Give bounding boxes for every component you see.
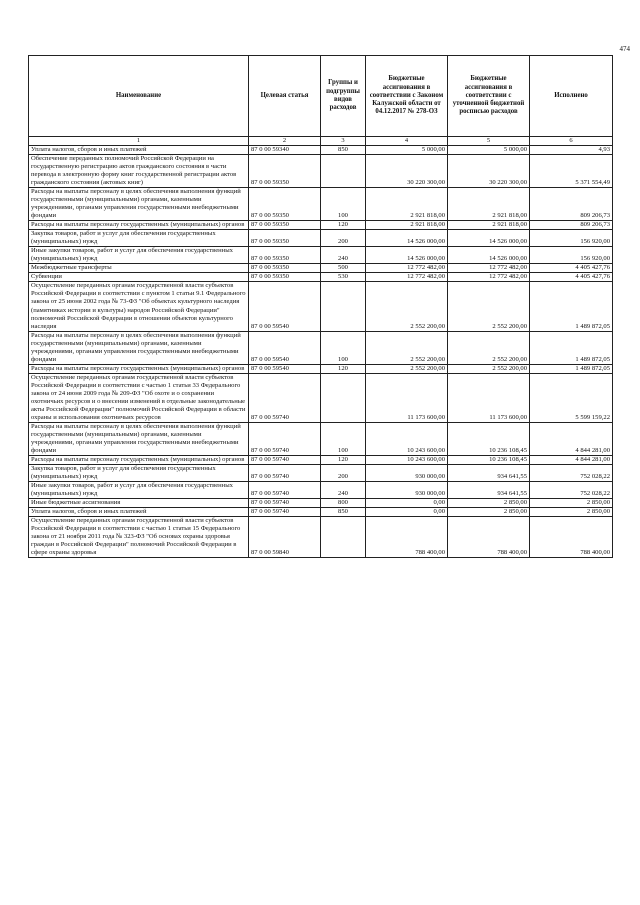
row-executed: 752 028,22 — [530, 482, 613, 499]
header-refined-allocation: Бюджетные ассигнования в соответствии с уточненной бюджетной росписью расходов — [448, 56, 530, 137]
row-target-article: 87 0 00 59350 — [249, 247, 321, 264]
row-target-article: 87 0 00 59540 — [249, 364, 321, 373]
row-executed: 4 405 427,76 — [530, 264, 613, 273]
row-executed: 156 920,00 — [530, 247, 613, 264]
table-row — [29, 188, 613, 221]
table-row — [29, 456, 613, 465]
table-row — [29, 247, 613, 264]
row-target-article: 87 0 00 59350 — [249, 188, 321, 221]
table-row — [29, 273, 613, 282]
row-executed: 4 844 281,00 — [530, 422, 613, 455]
column-number: 4 — [366, 137, 448, 146]
row-target-article: 87 0 00 59740 — [249, 373, 321, 422]
row-name: Уплата налогов, сборов и иных платежей — [29, 145, 249, 154]
header-target-article: Целевая статья — [249, 56, 321, 137]
row-refined-allocation: 12 772 482,00 — [448, 264, 530, 273]
column-number: 6 — [530, 137, 613, 146]
row-expense-group: 850 — [321, 508, 366, 517]
row-target-article: 87 0 00 59350 — [249, 264, 321, 273]
row-executed: 2 850,00 — [530, 508, 613, 517]
row-name: Закупка товаров, работ и услуг для обеспечения государственных (муниципальных) нужд — [29, 230, 249, 247]
row-expense-group: 120 — [321, 221, 366, 230]
row-law-allocation: 2 552 200,00 — [366, 331, 448, 364]
row-law-allocation: 0,00 — [366, 499, 448, 508]
row-law-allocation: 14 526 000,00 — [366, 247, 448, 264]
table-row — [29, 264, 613, 273]
row-name: Расходы на выплаты персоналу государственных (муниципальных) органов — [29, 364, 249, 373]
budget-table — [28, 55, 613, 558]
table-row — [29, 145, 613, 154]
table-row — [29, 499, 613, 508]
table-row — [29, 373, 613, 422]
row-expense-group: 800 — [321, 499, 366, 508]
row-law-allocation: 11 173 600,00 — [366, 373, 448, 422]
row-law-allocation: 930 000,00 — [366, 465, 448, 482]
row-name: Расходы на выплаты персоналу государственных (муниципальных) органов — [29, 456, 249, 465]
row-expense-group: 120 — [321, 364, 366, 373]
row-law-allocation: 2 921 818,00 — [366, 221, 448, 230]
column-number: 5 — [448, 137, 530, 146]
row-refined-allocation: 2 850,00 — [448, 499, 530, 508]
header-row — [29, 56, 613, 137]
table-row — [29, 282, 613, 331]
row-name: Осуществление переданных органам государственной власти субъектов Российской Федерации в соответствии с частью 1 статьи 15 Федерального закона от 21 ноября 2011 года № 323-ФЗ "Об основах охраны здоровья граждан в Российской Федерации" полномочий Российской Федерации в сфере охраны здоровья — [29, 517, 249, 558]
page-number: 474 — [619, 45, 630, 53]
row-name: Межбюджетные трансферты — [29, 264, 249, 273]
row-refined-allocation: 2 921 818,00 — [448, 188, 530, 221]
row-refined-allocation: 12 772 482,00 — [448, 273, 530, 282]
row-refined-allocation: 10 236 108,45 — [448, 422, 530, 455]
row-executed: 156 920,00 — [530, 230, 613, 247]
table-row — [29, 517, 613, 558]
row-law-allocation: 2 552 200,00 — [366, 282, 448, 331]
row-name: Расходы на выплаты персоналу государственных (муниципальных) органов — [29, 221, 249, 230]
row-law-allocation: 10 243 600,00 — [366, 456, 448, 465]
row-target-article: 87 0 00 59350 — [249, 273, 321, 282]
table-row — [29, 221, 613, 230]
table-row — [29, 331, 613, 364]
row-expense-group: 200 — [321, 465, 366, 482]
row-law-allocation: 30 220 300,00 — [366, 154, 448, 187]
row-name: Уплата налогов, сборов и иных платежей — [29, 508, 249, 517]
row-executed: 1 489 872,05 — [530, 331, 613, 364]
row-target-article: 87 0 00 59740 — [249, 482, 321, 499]
table-row — [29, 422, 613, 455]
row-refined-allocation: 30 220 300,00 — [448, 154, 530, 187]
row-expense-group — [321, 373, 366, 422]
row-refined-allocation: 934 641,55 — [448, 465, 530, 482]
row-refined-allocation: 2 850,00 — [448, 508, 530, 517]
column-number-row — [29, 137, 613, 146]
row-target-article: 87 0 00 59350 — [249, 230, 321, 247]
row-executed: 4 405 427,76 — [530, 273, 613, 282]
row-name: Субвенции — [29, 273, 249, 282]
row-name: Иные бюджетные ассигнования — [29, 499, 249, 508]
row-target-article: 87 0 00 59350 — [249, 221, 321, 230]
table-row — [29, 154, 613, 187]
row-executed: 4 844 281,00 — [530, 456, 613, 465]
table-row — [29, 508, 613, 517]
row-expense-group: 100 — [321, 188, 366, 221]
table-row — [29, 230, 613, 247]
row-law-allocation: 5 000,00 — [366, 145, 448, 154]
row-name: Иные закупки товаров, работ и услуг для обеспечения государственных (муниципальных) нужд — [29, 482, 249, 499]
row-expense-group: 120 — [321, 456, 366, 465]
row-name: Осуществление переданных органам государственной власти субъектов Российской Федерации в соответствии с пунктом 1 статьи 9.1 Федерального закона от 25 июня 2002 года № 73-ФЗ "Об объектах культурного наследия (памятниках истории и культуры) народов Российской Федерации" полномочий Российской Федерации в отношении объектов культурного наследия — [29, 282, 249, 331]
row-refined-allocation: 934 641,55 — [448, 482, 530, 499]
row-law-allocation: 0,00 — [366, 508, 448, 517]
row-expense-group: 240 — [321, 482, 366, 499]
row-executed: 752 028,22 — [530, 465, 613, 482]
row-expense-group: 530 — [321, 273, 366, 282]
row-law-allocation: 10 243 600,00 — [366, 422, 448, 455]
column-number: 1 — [29, 137, 249, 146]
row-name: Иные закупки товаров, работ и услуг для обеспечения государственных (муниципальных) нужд — [29, 247, 249, 264]
row-expense-group: 100 — [321, 422, 366, 455]
row-expense-group — [321, 154, 366, 187]
header-executed: Исполнено — [530, 56, 613, 137]
row-expense-group — [321, 517, 366, 558]
row-name: Расходы на выплаты персоналу в целях обеспечения выполнения функций государственными (муниципальными) органами, казенными учреждениями, органами управления государственными внебюджетными фондами — [29, 422, 249, 455]
row-target-article: 87 0 00 59350 — [249, 154, 321, 187]
row-refined-allocation: 2 552 200,00 — [448, 331, 530, 364]
table-row — [29, 364, 613, 373]
row-executed: 4,93 — [530, 145, 613, 154]
row-target-article: 87 0 00 59540 — [249, 282, 321, 331]
row-executed: 1 489 872,05 — [530, 282, 613, 331]
row-law-allocation: 14 526 000,00 — [366, 230, 448, 247]
column-number: 2 — [249, 137, 321, 146]
row-refined-allocation: 2 921 818,00 — [448, 221, 530, 230]
row-law-allocation: 12 772 482,00 — [366, 264, 448, 273]
row-expense-group: 200 — [321, 230, 366, 247]
row-expense-group: 850 — [321, 145, 366, 154]
row-executed: 5 599 159,22 — [530, 373, 613, 422]
row-executed: 5 371 554,49 — [530, 154, 613, 187]
row-target-article: 87 0 00 59740 — [249, 422, 321, 455]
row-target-article: 87 0 00 59840 — [249, 517, 321, 558]
table-row — [29, 482, 613, 499]
row-refined-allocation: 2 552 200,00 — [448, 364, 530, 373]
row-expense-group: 500 — [321, 264, 366, 273]
row-law-allocation: 930 000,00 — [366, 482, 448, 499]
row-executed: 809 206,73 — [530, 221, 613, 230]
row-target-article: 87 0 00 59740 — [249, 499, 321, 508]
row-name: Осуществление переданных органам государственной власти субъектов Российской Федерации в соответствии с частью 1 статьи 33 Федерального закона от 24 июня 2009 года № 209-ФЗ "Об охоте и о сохранении охотничьих ресурсов и о внесении изменений в отдельные законодательные акты Российской Федерации" полномочий Российской Федерации в области охраны и использования охотничьих ресурсов — [29, 373, 249, 422]
row-law-allocation: 788 400,00 — [366, 517, 448, 558]
row-name: Закупка товаров, работ и услуг для обеспечения государственных (муниципальных) нужд — [29, 465, 249, 482]
row-executed: 788 400,00 — [530, 517, 613, 558]
row-refined-allocation: 788 400,00 — [448, 517, 530, 558]
table-row — [29, 465, 613, 482]
row-refined-allocation: 2 552 200,00 — [448, 282, 530, 331]
row-expense-group: 240 — [321, 247, 366, 264]
table-body — [29, 145, 613, 558]
header-expense-group: Группы и подгруппы видов расходов — [321, 56, 366, 137]
row-refined-allocation: 14 526 000,00 — [448, 247, 530, 264]
row-name: Расходы на выплаты персоналу в целях обеспечения выполнения функций государственными (муниципальными) органами, казенными учреждениями, органами управления государственными внебюджетными фондами — [29, 188, 249, 221]
header-name: Наименование — [29, 56, 249, 137]
row-refined-allocation: 5 000,00 — [448, 145, 530, 154]
row-name: Расходы на выплаты персоналу в целях обеспечения выполнения функций государственными (муниципальными) органами, казенными учреждениями, органами управления государственными внебюджетными фондами — [29, 331, 249, 364]
row-expense-group: 100 — [321, 331, 366, 364]
row-refined-allocation: 11 173 600,00 — [448, 373, 530, 422]
row-target-article: 87 0 00 59740 — [249, 465, 321, 482]
row-target-article: 87 0 00 59740 — [249, 456, 321, 465]
row-expense-group — [321, 282, 366, 331]
row-target-article: 87 0 00 59340 — [249, 145, 321, 154]
row-refined-allocation: 14 526 000,00 — [448, 230, 530, 247]
row-law-allocation: 12 772 482,00 — [366, 273, 448, 282]
row-name: Обеспечение переданных полномочий Российской Федерации на государственную регистрацию актов гражданского состояния в части перевода в электронную форму книг государственной регистрации актов гражданского состояния (актовых книг) — [29, 154, 249, 187]
row-executed: 2 850,00 — [530, 499, 613, 508]
row-target-article: 87 0 00 59740 — [249, 508, 321, 517]
row-law-allocation: 2 921 818,00 — [366, 188, 448, 221]
row-target-article: 87 0 00 59540 — [249, 331, 321, 364]
row-executed: 1 489 872,05 — [530, 364, 613, 373]
header-law-allocation: Бюджетные ассигнования в соответствии с Законом Калужской области от 04.12.2017 № 278-ОЗ — [366, 56, 448, 137]
column-number: 3 — [321, 137, 366, 146]
row-executed: 809 206,73 — [530, 188, 613, 221]
row-refined-allocation: 10 236 108,45 — [448, 456, 530, 465]
row-law-allocation: 2 552 200,00 — [366, 364, 448, 373]
